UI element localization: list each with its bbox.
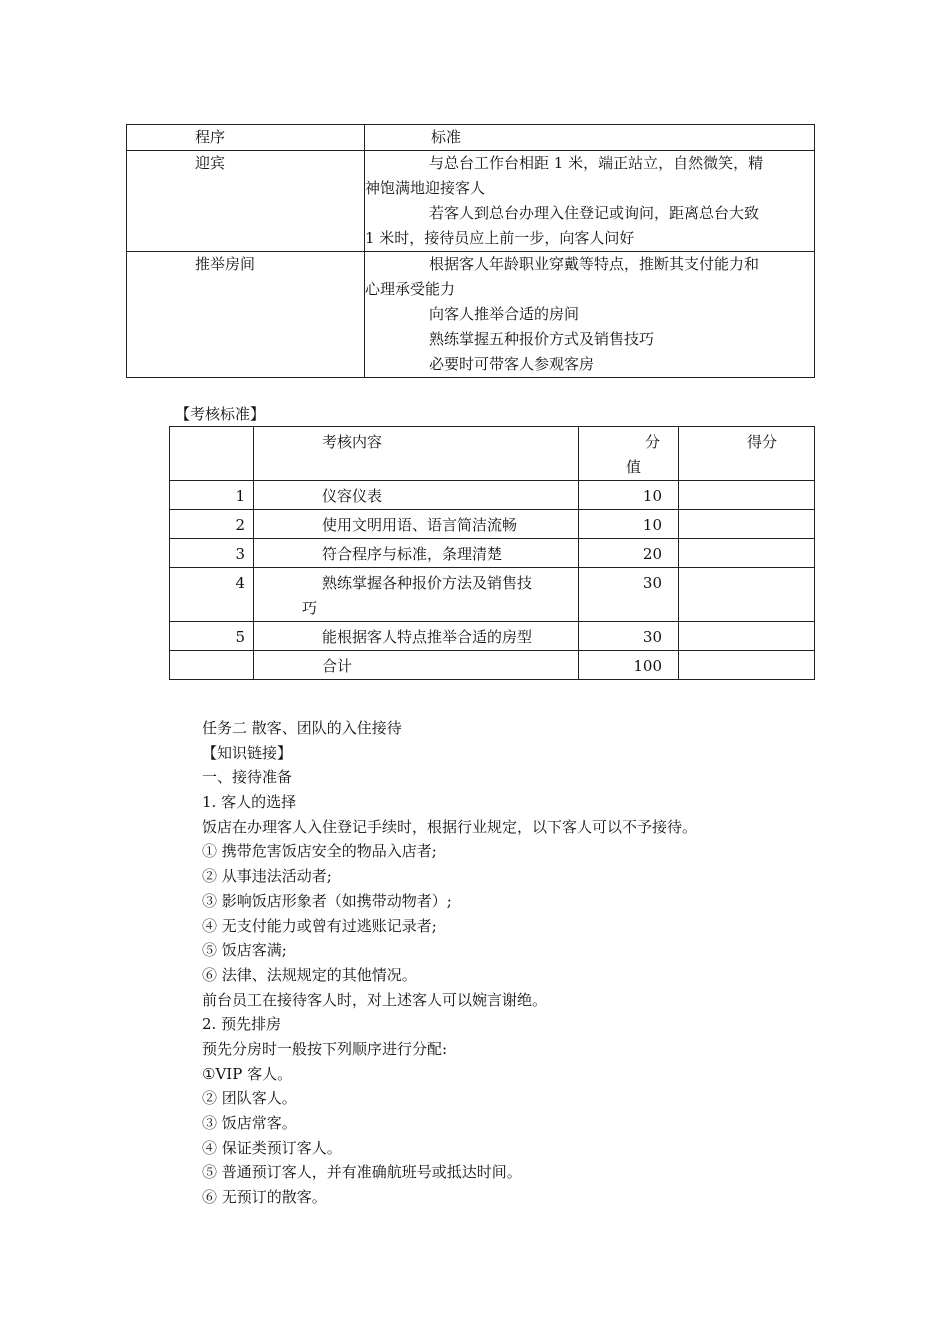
list-item: ⑤ 饭店客满; — [202, 941, 287, 960]
list-item: ④ 保证类预订客人。 — [202, 1138, 342, 1157]
row-score: 30 — [579, 568, 679, 622]
assessment-heading: 【考核标准】 — [175, 405, 266, 423]
row-content-line2: 巧 — [302, 599, 318, 617]
standard-line: 必要时可带客人参观客房 — [429, 355, 595, 373]
row-score: 30 — [579, 622, 679, 651]
heading-level2: 2. 预先排房 — [202, 1015, 282, 1034]
heading-level2: 1. 客人的选择 — [202, 793, 297, 812]
procedure-step: 迎宾 — [127, 151, 365, 252]
header-score — [579, 427, 679, 481]
row-got — [679, 651, 815, 680]
standard-line: 1 米时，接待员应上前一步，向客人问好 — [365, 229, 635, 247]
list-item: ④ 无支付能力或曾有过逃账记录者; — [202, 916, 437, 935]
row-number: 1 — [170, 481, 254, 510]
row-number: 5 — [170, 622, 254, 651]
assessment-header-row — [170, 427, 815, 481]
assessment-row — [170, 568, 815, 622]
list-item: ①VIP 客人。 — [202, 1064, 293, 1083]
procedure-table-header — [127, 125, 815, 151]
assessment-row — [170, 481, 815, 510]
row-number: 2 — [170, 510, 254, 539]
row-score: 10 — [579, 481, 679, 510]
row-content: 符合程序与标准，条理清楚 — [254, 539, 579, 568]
assessment-row — [170, 539, 815, 568]
procedure-standards — [365, 151, 815, 252]
procedure-table — [126, 124, 815, 378]
row-content-line1: 熟练掌握各种报价方法及销售技 — [322, 574, 533, 592]
list-item: ⑥ 法律、法规规定的其他情况。 — [202, 965, 417, 984]
header-standard: 标准 — [365, 125, 815, 151]
standard-line: 熟练掌握五种报价方式及销售技巧 — [429, 330, 655, 348]
list-item: ① 携带危害饭店安全的物品入店者; — [202, 842, 437, 861]
procedure-standards — [365, 252, 815, 378]
assessment-row — [170, 622, 815, 651]
assessment-total-row — [170, 651, 815, 680]
paragraph: 前台员工在接待客人时，对上述客人可以婉言谢绝。 — [202, 990, 548, 1009]
row-score: 20 — [579, 539, 679, 568]
list-item: ⑤ 普通预订客人，并有准确航班号或抵达时间。 — [202, 1163, 522, 1182]
assessment-table — [169, 426, 815, 680]
procedure-row — [127, 151, 815, 252]
header-got: 得分 — [679, 427, 815, 481]
header-score-line1: 分 — [644, 433, 660, 451]
list-item: ③ 影响饭店形象者（如携带动物者）; — [202, 891, 452, 910]
row-content — [254, 568, 579, 622]
row-got — [679, 568, 815, 622]
row-content: 合计 — [254, 651, 579, 680]
header-procedure: 程序 — [127, 125, 365, 151]
row-got — [679, 510, 815, 539]
row-score: 100 — [579, 651, 679, 680]
paragraph: 预先分房时一般按下列顺序进行分配: — [202, 1039, 448, 1058]
row-got — [679, 622, 815, 651]
list-item: ⑥ 无预订的散客。 — [202, 1188, 327, 1207]
paragraph: 饭店在办理客人入住登记手续时，根据行业规定，以下客人可以不予接待。 — [202, 817, 698, 836]
row-content: 能根据客人特点推举合适的房型 — [254, 622, 579, 651]
row-number: 3 — [170, 539, 254, 568]
row-content: 使用文明用语、语言简洁流畅 — [254, 510, 579, 539]
standard-line: 神饱满地迎接客人 — [365, 179, 486, 197]
row-got — [679, 539, 815, 568]
header-number — [170, 427, 254, 481]
row-content: 仪容仪表 — [254, 481, 579, 510]
row-got — [679, 481, 815, 510]
procedure-step: 推举房间 — [127, 252, 365, 378]
subsection-heading: 【知识链接】 — [202, 743, 293, 762]
standard-line: 若客人到总台办理入住登记或询问，距离总台大致 — [429, 204, 760, 222]
header-content: 考核内容 — [254, 427, 579, 481]
section-title: 任务二 散客、团队的入住接待 — [202, 719, 402, 737]
assessment-row — [170, 510, 815, 539]
standard-line: 与总台工作台相距 1 米，端正站立，自然微笑，精 — [429, 154, 764, 172]
row-number: 4 — [170, 568, 254, 622]
heading-level1: 一、接待准备 — [202, 768, 293, 787]
standard-line: 根据客人年龄职业穿戴等特点，推断其支付能力和 — [429, 255, 760, 273]
standard-line: 向客人推举合适的房间 — [429, 305, 580, 323]
list-item: ② 团队客人。 — [202, 1089, 297, 1108]
row-number — [170, 651, 254, 680]
header-score-line2: 值 — [626, 458, 642, 476]
procedure-row — [127, 252, 815, 378]
body-text — [202, 716, 802, 1210]
list-item: ③ 饭店常客。 — [202, 1114, 297, 1132]
standard-line: 心理承受能力 — [365, 280, 456, 298]
list-item: ② 从事违法活动者; — [202, 867, 332, 886]
row-score: 10 — [579, 510, 679, 539]
